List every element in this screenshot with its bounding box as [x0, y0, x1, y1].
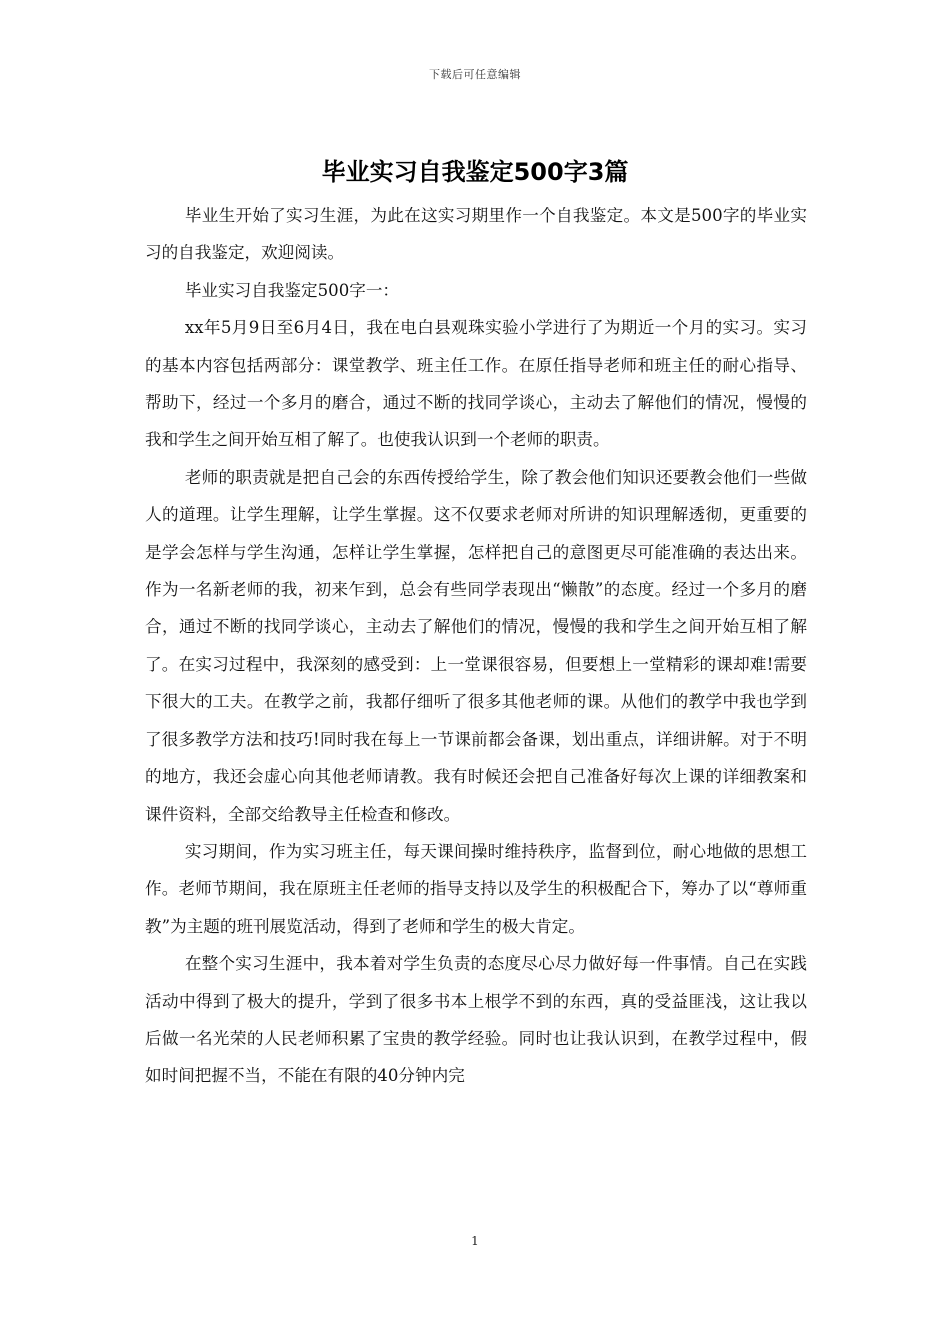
page-header: 下载后可任意编辑 — [429, 68, 521, 81]
paragraph-internship-overview: xx年5月9日至6月4日，我在电白县观珠实验小学进行了为期近一个月的实习。实习的基本内容包括两部分：课堂教学、班主任工作。在原任指导老师和班主任的耐心指导、帮助下，经过一个多月的磨合，通过不断的找同学谈心，主动去了解他们的情况，慢慢的我和学生之间开始互相了解了。也使我认识到一个老师的职责。 — [145, 318, 807, 450]
paragraph-class-teacher-work: 实习期间，作为实习班主任，每天课间操时维持秩序，监督到位，耐心地做的思想工作。老师节期间，我在原班主任老师的指导支持以及学生的积极配合下，筹办了以“尊师重教”为主题的班刊展览活动，得到了老师和学生的极大肯定。 — [145, 841, 807, 936]
paragraph-reflection: 在整个实习生涯中，我本着对学生负责的态度尽心尽力做好每一件事情。自己在实践活动中得到了极大的提升，学到了很多书本上根学不到的东西，真的受益匪浅，这让我以后做一名光荣的人民老师积累了宝贵的教学经验。同时也让我认识到，在教学过程中，假如时间把握不当，不能在有限的40分钟内完 — [145, 954, 807, 1086]
document-title: 毕业实习自我鉴定500字3篇 — [321, 158, 629, 186]
document-body — [145, 197, 807, 1095]
page-number: 1 — [471, 1234, 479, 1248]
paragraph-intro: 毕业生开始了实习生涯，为此在这实习期里作一个自我鉴定。本文是500字的毕业实习的自我鉴定，欢迎阅读。 — [145, 206, 807, 263]
paragraph-section-heading: 毕业实习自我鉴定500字一： — [184, 280, 400, 300]
paragraph-teacher-duties: 老师的职责就是把自己会的东西传授给学生，除了教会他们知识还要教会他们一些做人的道理。让学生理解，让学生掌握。这不仅要求老师对所讲的知识理解透彻，更重要的是学会怎样与学生沟通，怎样让学生掌握，怎样把自己的意图更尽可能准确的表达出来。作为一名新老师的我，初来乍到，总会有些同学表现出“懒散”的态度。经过一个多月的磨合，通过不断的找同学谈心，主动去了解他们的情况，慢慢的我和学生之间开始互相了解了。在实习过程中，我深刻的感受到：上一堂课很容易，但要想上一堂精彩的课却难!需要下很大的工夫。在教学之前，我都仔细听了很多其他老师的课。从他们的教学中我也学到了很多教学方法和技巧!同时我在每上一节课前都会备课，划出重点，详细讲解。对于不明的地方，我还会虚心向其他老师请教。我有时候还会把自己准备好每次上课的详细教案和课件资料，全部交给教导主任检查和修改。 — [145, 467, 807, 824]
